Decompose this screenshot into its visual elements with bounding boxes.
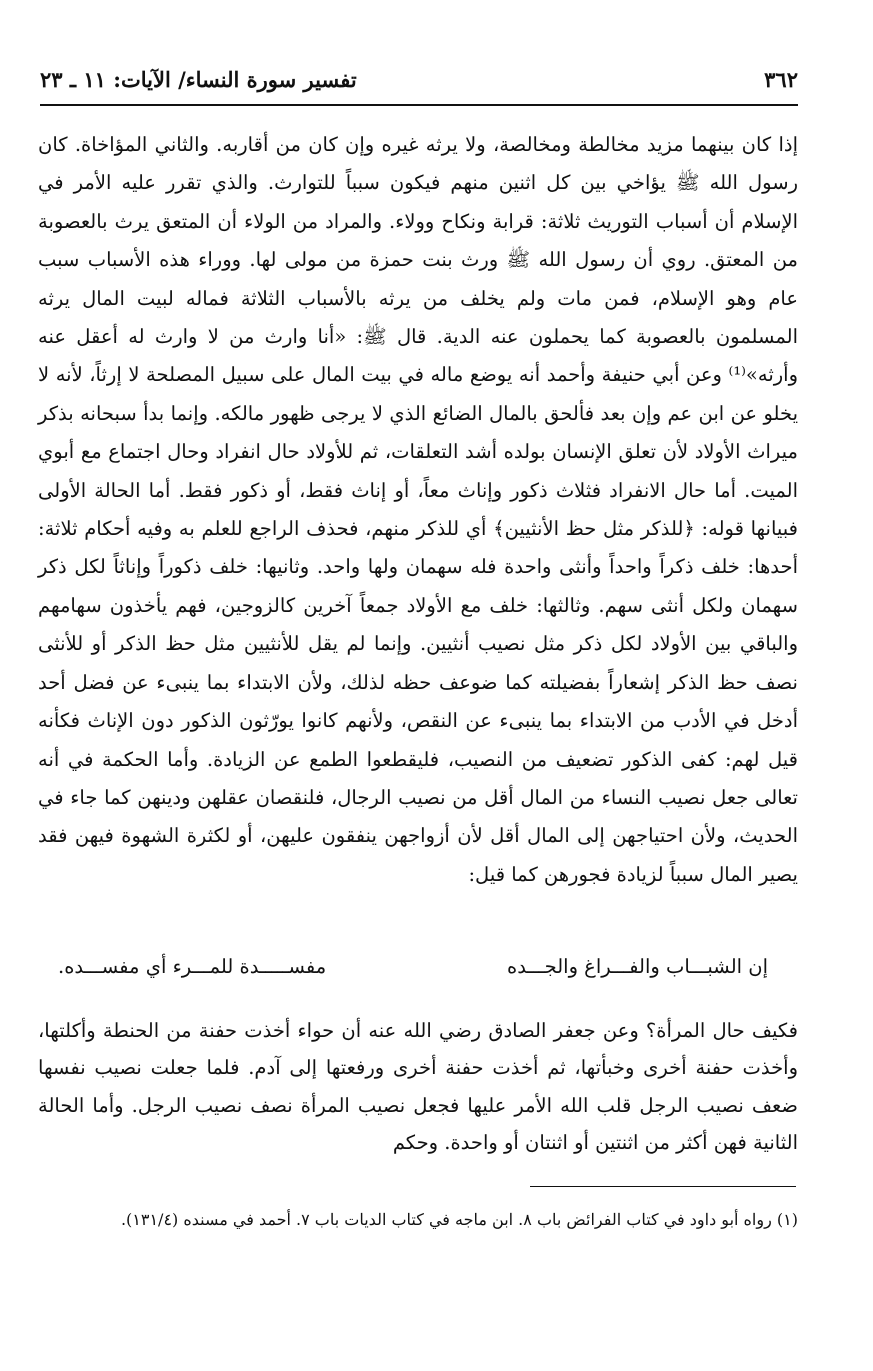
footnote bbox=[38, 1204, 798, 1236]
paragraph: فكيف حال المرأة؟ وعن جعفر الصادق رضي الله عنه أن حواء أخذت حفنة من الحنطة وأكلتها، وأخذت حفنة أخرى وخبأتها، ثم أخذت حفنة أخرى ورفعتها إلى آدم. فلما جعلت نصيب نفسها ضعف نصيب الرجل قلب الله الأمر عليها فجعل نصيب المرأة نصف نصيب الرجل. وأما الحالة الثانية فهن أكثر من اثنتين أو اثنتان أو واحدة. وحكم bbox=[38, 1019, 798, 1155]
main-text-continued bbox=[38, 1012, 798, 1162]
footnote-text: (١) رواه أبو داود في كتاب الفرائض باب ٨. ابن ماجه في كتاب الديات باب ٧. أحمد في مسنده (١٣١/٤). bbox=[120, 1210, 798, 1229]
verse-second-hemistich: مفســـــدة للمـــرء أي مفســـده. bbox=[58, 955, 327, 978]
paragraph: إذا كان بينهما مزيد مخالطة ومخالصة، ولا يرثه غيره وإن كان من أقاربه. والثاني المؤاخاة. كان رسول الله ﷺ يؤاخي بين كل اثنين منهم فيكون سبباً للتوارث. والذي تقرر عليه الأمر في الإسلام أن أسباب التوريث ثلاثة: قرابة ونكاح وولاء. والمراد من الولاء أن المتعق يرث بالعصوبة من المعتق. روي أن رسول الله ﷺ ورث بنت حمزة من مولى لها. ووراء هذه الأسباب سبب عام وهو الإسلام، فمن مات ولم يخلف من يرثه بالأسباب الثلاثة فماله لبيت المال يرثه المسلمون بالعصوبة كما يحملون عنه الدية. قال ﷺ: «أنا وارث من لا وارث له أعقل عنه وأرثه»⁽¹⁾ وعن أبي حنيفة وأحمد أنه يوضع ماله في بيت المال على سبيل المصلحة لا إرثاً، لأنه لا يخلو عن ابن عم وإن بعد فألحق بالمال الضائع الذي لا يرجى ظهور مالكه. وإنما بدأ سبحانه بذكر ميراث الأولاد لأن تعلق الإنسان بولده أشد التعلقات، ثم للأولاد حال انفراد وحال اجتماع مع أبوي الميت. أما حال الانفراد فثلاث ذكور وإناث معاً، أو إناث فقط، أو ذكور فقط. أما الحالة الأولى فبيانها قوله: ﴿للذكر مثل حظ الأنثيين﴾ أي للذكر منهم، فحذف الراجع للعلم به وفيه أحكام ثلاثة: أحدها: خلف ذكراً واحداً وأنثى واحدة فله سهمان ولها واحد. وثانيها: خلف ذكوراً وإناثاً لكل ذكر سهمان ولكل أنثى سهم. وثالثها: خلف مع الأولاد جمعاً آخرين كالزوجين، فهم يأخذون سهامهم والباقي بين الأولاد لكل ذكر مثل نصيب أنثيين. وإنما لم يقل للأنثيين مثل حظ الذكر أو للأنثى نصف حظ الذكر إشعاراً بفضيلته كما ضوعف حظه لذلك، ولأن الابتداء بما ينبىء عن فضل أحد أدخل في الأدب من الابتداء بما ينبىء عن النقص، ولأنهم كانوا يورّثون الذكور دون الإناث فكأنه قيل لهم: كفى الذكور تضعيف من النصيب، فليقطعوا الطمع عن الزيادة. وأما الحكمة في أنه تعالى جعل نصيب النساء من المال أقل من نصيب الرجال، فلنقصان عقلهن ودينهن كما جاء في الحديث، ولأن احتياجهن إلى المال أقل لأن أزواجهن ينفقون عليهن، أو لكثرة الشهوة فيهن فقد يصير المال سبباً لزيادة فجورهن كما قيل: bbox=[38, 133, 798, 886]
footnote-divider bbox=[530, 1186, 796, 1187]
poetry-verse bbox=[38, 948, 798, 986]
main-text bbox=[38, 126, 798, 894]
running-title: تفسير سورة النساء/ الآيات: ١١ ـ ٢٣ bbox=[40, 66, 357, 92]
page-number: ٣٦٢ bbox=[764, 66, 798, 92]
page-header bbox=[40, 62, 798, 96]
verse-first-hemistich: إن الشبـــاب والفـــراغ والجـــده bbox=[507, 955, 768, 978]
header-divider bbox=[40, 104, 798, 106]
